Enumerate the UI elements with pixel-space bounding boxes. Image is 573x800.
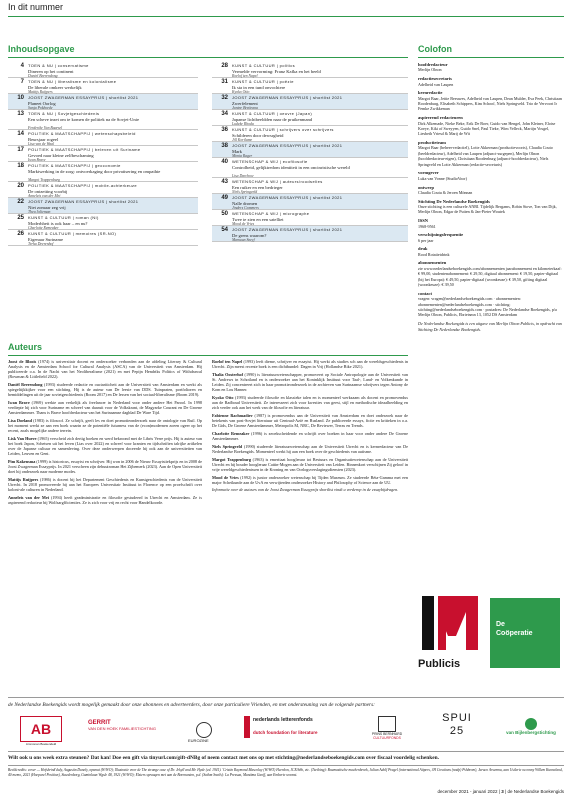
toc-entry-category: TOEN & NU | conservatisme: [28, 63, 89, 68]
colofon-block: [418, 218, 564, 229]
cooperatie-logo: [490, 598, 560, 668]
colofon-block-heading: druk: [418, 246, 428, 252]
toc-entry-category: JOOST ZWAGERMAN ESSAYPRIJS | shortlist 2021: [232, 227, 343, 232]
toc-entry-category: JOOST ZWAGERMAN ESSAYPRIJS | shortlist 2021: [232, 195, 343, 200]
toc-entry-category: POLITIEK & MAATSCHAPPIJ | geoconomie: [28, 163, 121, 168]
toc-entry-title: Nalle dromen: [232, 201, 258, 206]
letterenfonds-logo-mark: [244, 716, 250, 738]
author-bio-text: (1993) studeerde redactie en ouctariticheit aan de Universiteit van Amsterdam en werkt als spiegeltijkkijker voor een stichting. Hij is de auteur van De leesie van DDS. Tuinpraten, portfolioren en bemiddelingen uit de jaar sovietgeschiedenis (Boom 2017) en De lessen van het sociaal-liberalisme (Boom 2019).: [8, 382, 203, 398]
author-name: Niels Springveld: [212, 443, 243, 449]
toc-entry-title: De liberale omkeer werkelijk: [28, 85, 82, 90]
colofon-heading: Colofon: [418, 44, 452, 54]
toc-left-column: [8, 62, 198, 344]
toc-entry-category: KUNST & CULTUUR | oeuvre (Japan): [232, 111, 313, 116]
author-bio: [8, 400, 202, 415]
toc-entry[interactable]: [8, 146, 198, 162]
letterenfonds-logo-sub: dutch foundation for literature: [253, 730, 318, 735]
author-bio: [8, 459, 202, 474]
colofon-block: [418, 76, 564, 87]
page-header-title: In dit nummer: [8, 2, 64, 12]
colofon-block-body: Rood Rotatietdrink: [418, 251, 450, 257]
toc-entry[interactable]: [8, 78, 198, 94]
toc-entry-page-number: 28: [221, 63, 228, 69]
toc-entry-author: Daniel Beerendong: [28, 73, 58, 78]
author-bio-text: (1963) is emeritaat hoogleraar tot Bestuurs en Organisatiewetenschap aan de Universiteit Utrecht en hij bouder hoogleraar Cattin-Mogen aan de Universiteit van Leiden. Binnenkort verschijnen Zij geloof in vrije wereldgeschiedenissen in de Kroning en van Oorlogsverslagingsdiensten (2023).: [212, 456, 409, 472]
publicis-logo: [418, 590, 482, 670]
toc-entry-title: Beursjaar rogeel: [28, 137, 59, 142]
toc-entry[interactable]: [8, 94, 198, 110]
footer-publication: de Nederlandse Boekengids: [507, 789, 564, 794]
toc-entry-page-number: 43: [221, 179, 228, 185]
prins-bernhard-logo-label: PRINS BERNHARD: [371, 732, 403, 736]
toc-entry-title: Dineren op het continent: [28, 69, 74, 74]
toc-entry-title: Zwerfelement: [232, 101, 258, 106]
author-name: Thalia Oosterhof: [212, 371, 244, 377]
toc-entry[interactable]: [8, 62, 198, 78]
author-name: Fabienne Rachmadiev: [212, 412, 253, 418]
authors-heading: Auteurs: [8, 342, 43, 352]
toc-entry[interactable]: [212, 226, 408, 242]
toc-entry[interactable]: [8, 182, 198, 198]
toc-entry-page-number: 10: [17, 95, 24, 101]
colofon-block: [418, 246, 564, 257]
author-bio: [8, 477, 202, 492]
toc-entry-title: Een scheve inzet om te komen de politiek na de Sovjet-Unie: [28, 117, 139, 122]
bijlenberg-logo-mark: [525, 718, 537, 730]
author-bio-text: (1993) studeerde filosofie en klassieke talen en is momenteel werkzaam als docent en promovendus aan de Radboud Universiteit. Ze interesseert zich voor kwesties van geest, stijl en methodische ideaalbeelding en zich verder ook aan het werk van de filosofie en literatuur.: [212, 394, 408, 411]
author-bio: [8, 359, 202, 379]
toc-entry[interactable]: [212, 158, 408, 178]
toc-entry-category: KUNST & CULTUUR | poëzie: [232, 79, 294, 84]
eurozine-logo-label: EUROZINE: [188, 738, 209, 743]
toc-entry-author: Sanja Pokhoede: [28, 105, 53, 110]
prins-bernhard-logo-sub: CULTUURFONDS: [373, 736, 401, 740]
toc-right-column: [212, 62, 408, 344]
author-bio-text: (1994) heeft geadministratie en filosofie gestudeerd in Utrecht en Amsterdam. Ze is aspirerend redacteur bij Wolfsargfficienties. Ze is zich voor vrij en recht voor Handelkoorde.: [8, 494, 202, 506]
toc-entry-title: Mark: [232, 149, 242, 154]
toc-entry-page-number: 34: [221, 111, 228, 117]
toc-entry[interactable]: [8, 110, 198, 130]
author-bio-text: (1969) werkte aan verkelijk als freelancer in Nederland voor onder andere Het Parool. In 1998 verdiepte hij zich voor Suriname en schreef van daaruit voor de Volkskrant, de Magyarke Courant en De Groene Amsterdammer. Thans is Brave hoofdredacteur van het Surinaamse dagblad De Ware Tijd.: [8, 400, 203, 416]
toc-entry-title: Niet zomaar zeg vrij: [28, 205, 66, 210]
toc-entry-page-number: 20: [17, 183, 24, 189]
toc-entry-title: Japanse lichtbeeldden naar de pruikenmand: [232, 117, 313, 122]
toc-entry-page-number: 38: [221, 143, 228, 149]
colofon-block-body: Claudia Coutu & Jeroen Mönnan: [418, 189, 473, 195]
toc-entry[interactable]: [8, 230, 198, 246]
footer-sep-1: |: [498, 789, 502, 794]
author-bio: [8, 436, 202, 456]
colofon-block-heading: verschijningsfrequentie: [418, 232, 464, 238]
prins-bernhard-logo: [362, 716, 412, 740]
author-bio-text: (1986) is docent bij het Departement Geschiedenis en Kunstgeschiedenis van de Universiteit Utrecht. In 2018 promoveerde hij aan het Europees Universitair Instituut in Florence op een proefschrift over koloni-ale culturen in Nederland.: [8, 477, 203, 493]
eurozine-logo-mark: [196, 722, 212, 738]
author-bio-text: (1990) studeerde literatuurwetenschap aan de Universiteit Utrecht en is kernredacteur van De Nederlandse Boekengids. Momenteel werkt hij aan een boek over de geschiedenis van autisme.: [212, 443, 408, 454]
publicis-wordmark: Publicis: [418, 658, 461, 670]
colofon-block-heading: Stichting De Nederlandse Boekengids: [418, 198, 490, 204]
colofon-block-body: Margot Baar, Jettie Beeuwes, Adelheid van Laupen, Dean Mulder, Eva Peek, Christiaan Roodenburg, Elisabeth Schippers, Kim Schoof, Niels Springveld. Trio de Vervoort Ir Femke Zwikkeman: [418, 95, 562, 112]
toc-entry-title: Een ruiker en een bedrieger: [232, 185, 283, 190]
toc-entry[interactable]: [212, 178, 408, 194]
author-bio-text: (1993) leeft dieme, schrijver en essayist. Hij werkt als studies sch aan de wereldsgeschiedenis in Utrecht. Zijn meest recente boek is een dichtbundel: Dagen in Vrij (Hollandse Bike 2021).: [212, 359, 409, 370]
author-bio-text: Informatie over de auteurs van de Joost Zwagerman Essayprijs shortlist vindt u verderop in de essaybijdragen.: [212, 487, 399, 493]
toc-entry-author: Frederike Van Baarsel: [28, 126, 63, 130]
colofon-block-body: Luka van Vonne (StudioVoor): [418, 175, 468, 181]
colofon-block: [418, 90, 564, 112]
toc-entry-page-number: 22: [17, 199, 24, 205]
gerrit-logo-sub: VAN DEN HOEK FAMILIESTICHTING: [88, 726, 156, 731]
toc-entry-page-number: 13: [17, 111, 24, 117]
bijlenberg-logo: [497, 718, 565, 735]
author-bio-text: (1974) is universitair docent en onderzoeker verbonden aan de afdeling Literary & Cultural Analysis en de Amsterdam School for Cultural Analysis (ASCA) van de Universiteit van Amsterdam. Hij publiceerde o.a. In de Nacht van het Neoliberalisme (2021) en met Pepijn Hendriks Politics of Withdrawal (Rowman & Littlefield 2022).: [8, 359, 202, 380]
footer: [438, 789, 564, 794]
author-bio-text: (1992) is junior onderzoeker wetenschap bij Tijden Museum. Ze studeerde Bèta-Gamma met een major Scheikunde aan de UvA en verwijterden onderzoeker History and Philosophy of Science aan de UU.: [212, 474, 408, 485]
author-name: Lisk Van Hueve: [8, 435, 37, 441]
colofon-block-heading: redactiesecretaris: [418, 76, 452, 82]
credits-text: Beeldcredits: cover — Hofsbrink'daly, Augustin Dunely, opsmat (W/WO); Illustratie voor de The strange case of Dr. Jekyll and Mr. Hyde (ed. 1941). 'Cristin Raymond Mascolay (W/WO) Hcerdon, JCE/bbh, etc. (Tzetbing): Boumastische machenbroek, Julian Adolf Pragel (international Aitpers, JH Creations (nodp) Pshbrom), Jaruco Arsenma, aan Ustlerie occonny Willem Kunneland, 40 memo, 2021 (Hoeparel Position), Staedenborg, Gaminlaan Wgsle 48, 1921 (W/WO); Elsters spraaqen met aan de Borenanten, p.d. (Sathm Sneils): La Pressua, Mantima Gaoff, aan Emberte woonst.: [8, 768, 563, 777]
toc-entry[interactable]: [8, 162, 198, 182]
toc-entry-author: Iwan Brave: [28, 157, 46, 162]
colofon-block-body: Dirk Alkemade, Nieke Beke, Erik De Boer, Guido van Hengel, John Kleiner, Eloise Koeye, Kiki of Sweyyen, Guido Snel, Paul Tieke, Wim Velleck, Martijn Vosgel, Liesbeth Vriesd & Marij de Wit: [418, 120, 556, 137]
toc-entry-author: Jill Kortlame: [232, 137, 253, 142]
toc-entry-category: KUNST & CULTUUR | memoires (SR-NO): [28, 231, 117, 236]
colofon-block: [418, 185, 564, 196]
toc-entry-page-number: 25: [17, 215, 24, 221]
toc-entry-author: Mamuun Sneyf: [232, 237, 255, 242]
toc-entry-page-number: 49: [221, 195, 228, 201]
author-bio: [8, 418, 202, 433]
author-name: Joost de Bloois: [8, 359, 37, 364]
ammodo-logo: [20, 716, 62, 746]
colofon-block-body: Merlijn Olnon: [418, 67, 442, 73]
toc-entry-title: Ik sta in een tund onvochtere: [232, 85, 286, 90]
toc-entry-page-number: 40: [221, 159, 228, 165]
toc-entry-category: JOOST ZWAGERMAN ESSAYPRIJS | shortlist 2021: [232, 95, 343, 100]
colofon-block-heading: hoofdredacteur: [418, 62, 448, 67]
author-name: Daniël Beerendong: [8, 382, 43, 388]
toc-entry-author: Anneleis van der Mei: [28, 193, 61, 198]
toc-entry-page-number: 18: [17, 163, 24, 169]
toc-entry[interactable]: [212, 126, 408, 142]
toc-entry-author: Charlotte Remeaker: [28, 225, 59, 230]
author-name: Charlotte Remeaker: [212, 430, 250, 436]
authors-column-2: [212, 359, 408, 495]
publicis-logo-mark: [418, 590, 482, 652]
toc-entry-page-number: 7: [20, 79, 24, 85]
author-bio: [212, 475, 408, 485]
authors-column-1: [8, 359, 202, 508]
toc-entry-author: Lisa Darchow: [232, 174, 254, 178]
author-bio: [212, 372, 408, 392]
author-name: Kyoko Otto: [212, 394, 234, 400]
toc-entry-page-number: 32: [221, 95, 228, 101]
toc-entry-author: Kyoko Otto: [232, 89, 250, 94]
prins-bernhard-logo-mark: [378, 716, 396, 732]
colofon-rule: [418, 57, 564, 58]
bijlenberg-logo-label: van Bijlenbergstichting: [506, 730, 556, 735]
toc-entry-title: Twee te zien en een satelliet: [232, 217, 284, 222]
toc-entry[interactable]: [8, 198, 198, 214]
author-name: Margot Trappenburg: [212, 456, 251, 462]
colofon-block: [418, 115, 564, 137]
footer-page-number: 3: [501, 789, 504, 794]
toc-entry-category: POLITIEK & MAATSCHAPPIJ | wetenschapsbeleid: [28, 131, 136, 136]
colofon-block-body: Onze stichting is een culturele ANBI. Tijdelijk Bergams, Robin Stove, Ton van Dijk, Merlijn Olnon, Edgar de Putten & Jan-Pieter Woutek: [418, 204, 557, 215]
toc-entry-title: Gevoed naar kleine zelfbeschaming: [28, 153, 94, 158]
toc-entry-author: Margot Trappenburg: [28, 178, 60, 182]
toc-entry-title: Moderhheit is ook haar – en nu?: [28, 221, 88, 226]
partners-rule: [8, 697, 564, 698]
toc-entry-category: WETENSCHAP & WIJ | micrographe: [232, 211, 310, 216]
colofon-block-heading: abonnementen: [418, 260, 447, 266]
toc-entry-category: POLITIEK & MAATSCHAPPIJ | beleven uit Suriname: [28, 147, 141, 152]
toc-entry-category: WETENSCHAP & WIJ | auteurs/roodselies: [232, 179, 323, 184]
author-bio: [8, 382, 202, 397]
eurozine-logo: [188, 722, 212, 743]
toc-entry-category: POLITIEK & MAATSCHAPPIJ | mobile-achterkeuze: [28, 183, 138, 188]
toc-entry-category: WETENSCHAP & WIJ | ecofilosofie: [232, 159, 308, 164]
author-bio-text: (1999) is historicus, essayist en schrijver. Hij won in 2006 de Nieuw Essayistiekprijs en in 2008 de Joost Zwagerman Essayprijs. In 2021 verscheen zijn debuutroman Het Zijbemerk (2023). Aan de Open Universiteit doet hij onderzoek naar moderne modes.: [8, 459, 203, 475]
contents-heading: Inhoudsopgave: [8, 44, 75, 54]
toc-entry-page-number: 31: [221, 79, 228, 85]
colofon-block-body: zie www.nederlandseboekengids.com/abonnementen jaarabonnement en kilometerkaaf: € 99,00, studentenabonnement: € 29,50, digitaal abonnement: € 19,50, papier-digitaal (bij het Europa): € 49,50, papier-digitaal (woonkeuze): € 39,50, gifting digitaal (woonkeuze): € 39,50: [418, 265, 562, 288]
ammodo-logo-sub: Ammonan Boekendeld: [25, 742, 57, 746]
footer-sep-2: |: [505, 789, 508, 794]
letterenfonds-logo-label: nederlands letterenfonds: [253, 717, 313, 723]
author-bio: [212, 413, 408, 428]
colofon-block: [418, 62, 564, 73]
author-name: Iwan Brave: [8, 400, 30, 406]
colofon-block: [418, 170, 564, 181]
toc-entry[interactable]: [212, 110, 408, 126]
toc-entry[interactable]: [8, 130, 198, 146]
ammodo-logo-mark: AB: [20, 716, 62, 742]
colofon-block-body: Adelheid van Laupen: [418, 81, 454, 87]
toc-entry-category: JOOST ZWAGERMAN ESSAYPRIJS | shortlist 2021: [28, 199, 139, 204]
toc-entry-author: Mimia Rager: [232, 153, 253, 158]
author-bio: [212, 431, 408, 441]
header-rule: [8, 16, 564, 17]
toc-entry-title: Marktwerking in de zorg: ontvoerkaging door privatisering en ompathie: [28, 169, 161, 174]
toc-entry-author: Roelof ten Napel: [232, 73, 258, 78]
author-bio: [212, 487, 408, 492]
author-bio-text: (1996) is zeoekscheidende en schrijft over boeken in haar voor onder andere De Groene Amsterdammer.: [212, 430, 408, 441]
toc-entry-author: Jinders Gommers: [232, 205, 259, 210]
toc-entry-author: Mood de Vries: [232, 221, 255, 226]
friends-rule: [8, 751, 564, 752]
toc-entry-category: TOEN & NU | liberalisme en kolonialisme: [28, 79, 117, 84]
toc-entry-author: Mattijs Ruijpers: [28, 89, 53, 94]
author-bio-text: (1965) verscheid zich dertig boeken en werd bekroond met de Libris Verre prijs. Hij is auteur van het boek Japon, Schetsen uit het leven (Lias over 2022) en schreef voor kranten en tijdschriften talrijke artikelen over de Japanse cultuur en samenleving. Over deze onderwerpen doceerde hij ook aan de universiteiten van Leiden, Leuven en Gent.: [8, 435, 202, 457]
author-name: Roelof ten Napel: [212, 359, 243, 364]
toc-entry-page-number: 4: [20, 63, 24, 69]
support-text: de Nederlandse Boekengids wordt mogelijk gemaakt door onze abonnees en adverteerders, door onze particuliere Vrienden, en met ondersteuning van de volgende partners:: [8, 702, 375, 708]
toc-entry-title: Planeet Oorlog: [28, 101, 56, 106]
author-bio: [212, 359, 408, 369]
toc-entry-category: KUNST & CULTUUR | schrijvers over schrijvers: [232, 127, 334, 132]
toc-entry-page-number: 36: [221, 127, 228, 133]
spui25-logo: [440, 712, 474, 746]
toc-entry[interactable]: [212, 194, 408, 210]
toc-entry[interactable]: [212, 142, 408, 158]
author-bio: [212, 457, 408, 472]
contents-rule: [8, 57, 408, 58]
toc-entry-title: Controlbeid, gelijktredom identiteit in een oncinristische wereld: [232, 165, 350, 170]
colofon-block: [418, 291, 564, 318]
colofon-block-heading: ontwerp: [418, 184, 434, 190]
colofon-block-heading: vormgever: [418, 170, 439, 176]
toc-entry-category: JOOST ZWAGERMAN ESSAYPRIJS | shortlist 2021: [232, 143, 343, 148]
author-bio: [212, 444, 408, 454]
author-bio-text: (1983) is filosoof. Ze schrijft, geeft les en doet promotieonderzoek naar de ontologie van Ruil. Op het moment werkt ze aan een boek waarin ze de potentiële futurness van de (econ)modernen zoeen ogeer op het recent, zoals mogelijke andere terrein.: [8, 418, 203, 434]
cooperatie-wordmark: De Coöperatie: [496, 621, 533, 637]
colofon-block-heading: kernredactie: [418, 90, 443, 96]
toc-entry-title: Schilderen door dewsrgheid: [232, 133, 284, 138]
credits-rule: [8, 765, 564, 766]
author-bio-text: (1990) is literatuurwetenschapper, promoveert op Sociale Antropologie aan de Universiteit van St. Andrews in Schotland en is onderzoeker aan het Koninklijk Instituut voor Taal-, Land- en Volkenkunde in Leiden. Zij concentreert zich in haar promotieonderzoek in de archieven van Surinaamse schrijvers tegen Antony de Kom en Lou Hanner.: [212, 371, 409, 393]
colofon-block: [418, 199, 564, 215]
colofon-block: [418, 321, 564, 332]
colofon-block-body: De Nederlandse Boekengids is een uitgave van Merlijn Olnon Publicis, in opdracht van Stichting De Nederlandse Boekengids.: [418, 321, 562, 332]
gerrit-logo-mark: GERRIT: [88, 720, 111, 726]
author-bio-text: (1987) is promovendus aan de Universiteit van Amsterdam en doet onderzoek naar de betekenis van post-Sovjet literatuur uit Centraal-Azië en Rusland. Ze publiceerde essays, fictie en kritieken in o.a. De Gids, De Groene Amsterdammer, Metropolis M, NRC, De Reviewer, Terras en Trends.: [212, 412, 409, 429]
colofon-block: [418, 260, 564, 287]
colofon-block-heading: ISSN: [418, 218, 429, 224]
toc-entry-page-number: 17: [17, 147, 24, 153]
toc-entry-author: Janine Breiteana: [232, 105, 258, 110]
toc-entry-title: De grens waarom?: [232, 233, 267, 238]
author-name: Mattijs Ruijpers: [8, 477, 39, 482]
colofon-block-body: 6 per jaar: [418, 237, 434, 243]
spui25-logo-label: SPUI 25: [442, 712, 472, 737]
colofon-block-body: 1968-9561: [418, 223, 436, 229]
toc-entry-page-number: 26: [17, 231, 24, 237]
colofon-block-heading: contact: [418, 290, 432, 296]
toc-entry-page-number: 50: [221, 211, 228, 217]
toc-entry-page-number: 14: [17, 131, 24, 137]
toc-entry[interactable]: [212, 210, 408, 226]
toc-entry-author: Ludeke Rhoda: [232, 121, 254, 126]
toc-entry-author: Thea Jolieman: [28, 209, 51, 214]
colofon-column: [418, 62, 564, 335]
colofon-block-heading: aspirerend redacteuren: [418, 115, 463, 121]
author-name: Anneleis van der Mei: [8, 494, 49, 500]
toc-entry[interactable]: [212, 94, 408, 110]
colofon-block-body: vragen: vragen@nederlandseboekengids.com · abonnementen: abonnementen@nederlandseboekengids.com · stichting: stichting@nederlandseboekengids.com · postadres: De Nederlandse Boekengids, p/a Merlijn Olnon, Publicis, Ebrietsmn 13, 1052 DS Amsterdam: [418, 296, 557, 318]
toc-entry-page-number: 54: [221, 227, 228, 233]
author-name: Lisa Doeland: [8, 418, 32, 423]
toc-entry-category: KUNST & CULTUUR | roman (NI): [28, 215, 99, 220]
author-bio: [212, 395, 408, 410]
gerrit-logo: [88, 720, 158, 731]
toc-entry-category: JOOST ZWAGERMAN ESSAYPRIJS | shortlist 2021: [28, 95, 139, 100]
colofon-block: [418, 140, 564, 167]
toc-entry-category: KUNST & CULTUUR | politics: [232, 63, 296, 68]
toc-entry[interactable]: [212, 62, 408, 78]
toc-entry[interactable]: [212, 78, 408, 94]
colofon-block-heading: productieteam: [418, 140, 446, 146]
toc-entry-title: Vermelde vervorming: Franz Kafka en het beeld: [232, 69, 321, 74]
toc-entry-title: Eigenaar Suriname: [28, 237, 64, 242]
friend-text: Wilt ook u ons week extra steunen? Dat kan! Doe een gift via tinyurl.com/gift-dNBg of neem contact met ons op met stichting@nederlandseboekengids.com over fiscaal voordelig schenken.: [8, 755, 439, 761]
toc-entry-author: Niels Springveld: [232, 189, 258, 194]
toc-entry-title: De ontzetting voorbij: [28, 189, 68, 194]
authors-rule: [8, 355, 408, 356]
footer-date: december 2021 - januari 2022: [437, 789, 498, 794]
toc-entry-author: Lisa van de Waal: [28, 141, 55, 146]
toc-entry-category: TOEN & NU | Sovjetgeschiedenis: [28, 111, 100, 116]
author-bio: [8, 495, 202, 505]
colofon-block-body: Margot Baar (beheer-redactiel), Lotte Akkerman (productievoorts), Claudia Couto (beeldredacteur), Adelheid van Laupen (adjunct-surgepen), Merlijn Olnon (hoofdredacteur-eigen), Christiaan Roodenburg (adjunct-hoofdredacteur), Niels Springveld en Lotte Akkerman (redactie-secretaris): [418, 145, 553, 167]
toc-entry[interactable]: [8, 214, 198, 230]
author-name: Mood de Vries: [212, 474, 239, 480]
author-name: Pim Kakensma: [8, 459, 36, 465]
colofon-block: [418, 232, 564, 243]
toc-entry-author: Terha Deerenhof: [28, 241, 54, 246]
